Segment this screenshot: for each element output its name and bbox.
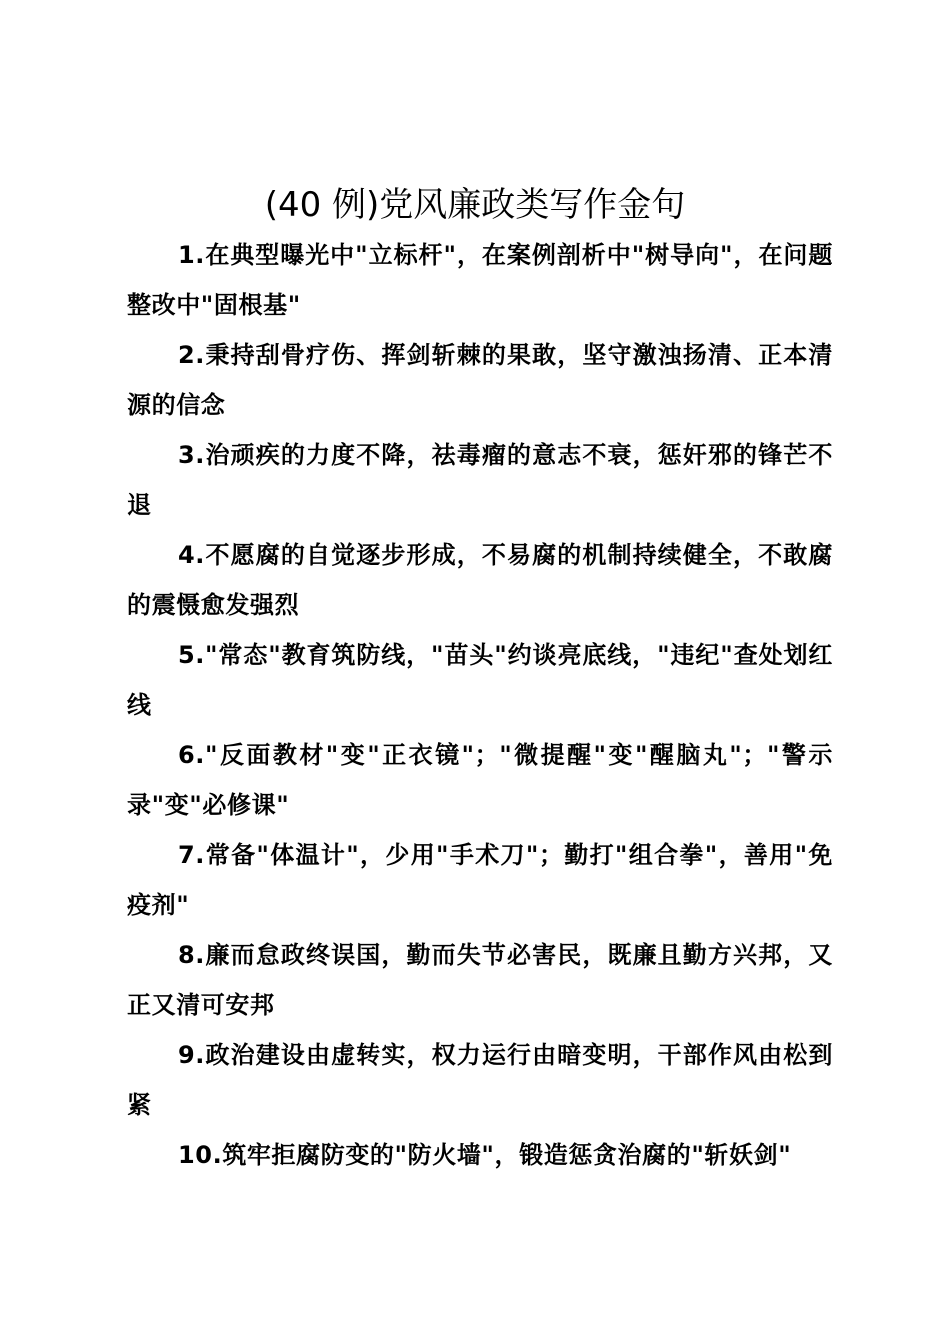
list-item: 7.常备"体温计"，少用"手术刀"；勤打"组合拳"，善用"免疫剂" [127,841,833,919]
list-item: 1.在典型曝光中"立标杆"，在案例剖析中"树导向"，在问题整改中"固根基" [127,241,833,319]
sentence-list [127,230,833,1180]
list-item: 8.廉而怠政终误国，勤而失节必害民，既廉且勤方兴邦，又正又清可安邦 [127,941,833,1019]
document-title: (40 例)党风廉政类写作金句 [264,185,686,225]
list-item: 4.不愿腐的自觉逐步形成，不易腐的机制持续健全，不敢腐的震慑愈发强烈 [127,541,833,619]
list-item: 9.政治建设由虚转实，权力运行由暗变明，干部作风由松到紧 [127,1041,833,1119]
list-item: 3.治顽疾的力度不降，祛毒瘤的意志不衰，惩奸邪的锋芒不退 [127,441,833,519]
list-item: 6."反面教材"变"正衣镜"；"微提醒"变"醒脑丸"；"警示录"变"必修课" [127,741,833,819]
list-item: 2.秉持刮骨疗伤、挥剑斩棘的果敢，坚守激浊扬清、正本清源的信念 [127,341,833,419]
list-item: 10.筑牢拒腐防变的"防火墙"，锻造惩贪治腐的"斩妖剑" [178,1141,792,1169]
list-item: 5."常态"教育筑防线，"苗头"约谈亮底线，"违纪"查处划红线 [127,641,833,719]
